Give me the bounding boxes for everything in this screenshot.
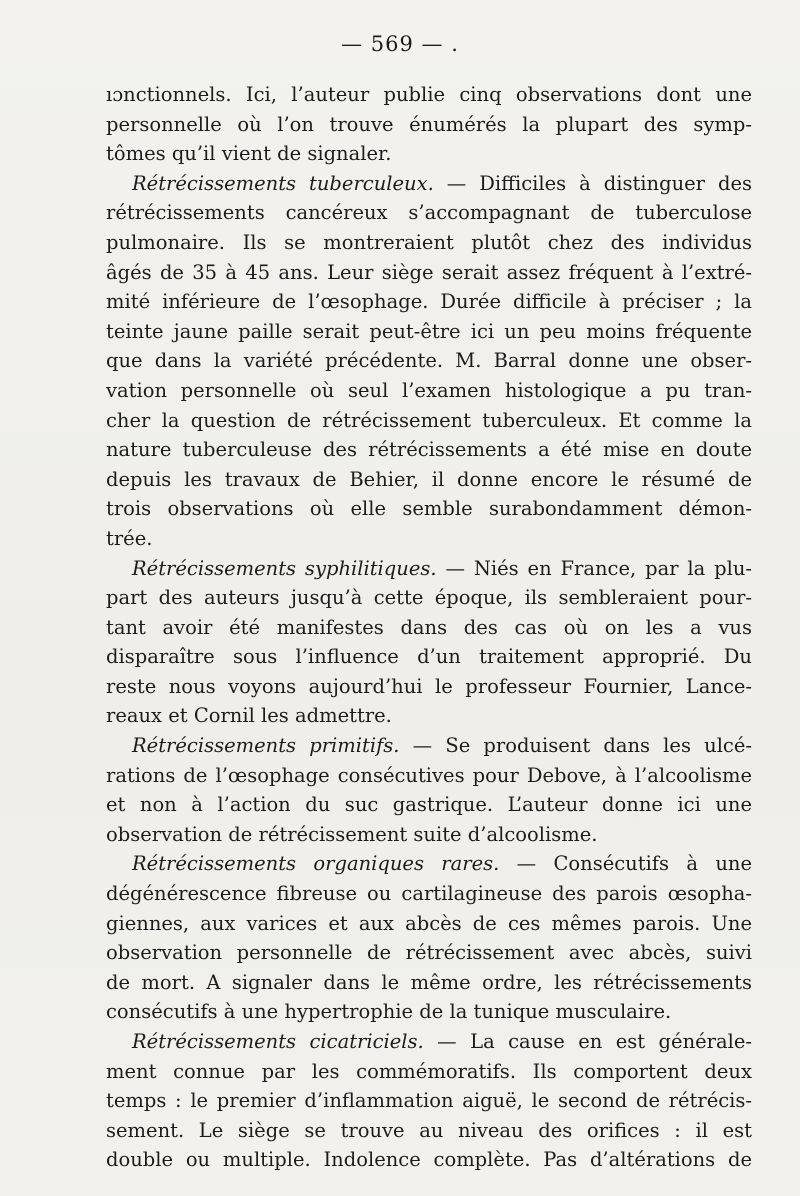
text-line — [106, 1086, 752, 1116]
text-line — [106, 701, 752, 731]
text-run: — Consécutifs à une — [499, 852, 752, 876]
text-line — [106, 879, 752, 909]
text-run: pulmonaire. Ils se montreraient plutôt chez des individus — [106, 230, 752, 254]
text-line — [106, 731, 752, 761]
text-line — [106, 110, 752, 140]
text-run: consécutifs à une hypertrophie de la tunique musculaire. — [106, 1000, 672, 1024]
text-line — [106, 494, 752, 524]
text-line — [106, 169, 752, 199]
text-run: ment connue par les commémoratifs. Ils comportent deux — [106, 1059, 752, 1083]
text-line — [106, 583, 752, 613]
body-text — [106, 80, 752, 1175]
text-run: observation de rétrécissement suite d’alcoolisme. — [106, 822, 598, 846]
text-run: vation personnelle où seul l’examen histologique a pu tran- — [106, 378, 752, 402]
section-heading: Rétrécissements cicatriciels. — [132, 1030, 424, 1053]
text-line — [106, 790, 752, 820]
page-number: — 569 — . — [341, 32, 459, 56]
text-run: disparaître sous l’influence d’un traitement approprié. Du — [106, 645, 752, 669]
text-line — [106, 258, 752, 288]
text-line — [106, 968, 752, 998]
text-line — [106, 317, 752, 347]
text-line — [106, 849, 752, 879]
text-run: observation personnelle de rétrécissement avec abcès, suivi — [106, 941, 752, 965]
text-line — [106, 554, 752, 584]
text-line — [106, 761, 752, 791]
text-run: mité inférieure de l’œsophage. Durée difficile à préciser ; la — [106, 290, 752, 314]
text-line — [106, 1057, 752, 1087]
text-run: cher la question de rétrécissement tuberculeux. Et comme la — [106, 408, 752, 432]
text-run: part des auteurs jusqu’à cette époque, ils sembleraient pour- — [106, 586, 752, 610]
text-line — [106, 524, 752, 554]
text-run: dégénérescence fibreuse ou cartilagineuse des parois œsopha- — [106, 882, 752, 906]
text-line — [106, 613, 752, 643]
text-line — [106, 287, 752, 317]
text-line — [106, 938, 752, 968]
text-run: depuis les travaux de Behier, il donne encore le résumé de — [106, 467, 752, 491]
text-run: rétrécissements cancéreux s’accompagnant de tuberculose — [106, 201, 752, 225]
text-run: teinte jaune paille serait peut-être ici un peu moins fréquente — [106, 319, 752, 343]
text-line — [106, 1145, 752, 1175]
text-run: reaux et Cornil les admettre. — [106, 704, 392, 728]
text-run: ıɔnctionnels. Ici, l’auteur publie cinq observations dont une — [106, 83, 752, 106]
text-run: nature tuberculeuse des rétrécissements a été mise en doute — [106, 438, 752, 462]
text-run: — Difficiles à distinguer des — [433, 171, 753, 195]
text-run: rations de l’œsophage consécutives pour Debove, à l’alcoolisme — [106, 763, 752, 787]
text-line — [106, 228, 752, 258]
text-run: — Niés en France, par la plu- — [436, 556, 752, 580]
text-line — [106, 672, 752, 702]
text-run: temps : le premier d’inflammation aiguë, le second de rétrécis- — [106, 1089, 752, 1113]
text-line — [106, 997, 752, 1027]
text-run: — La cause en est générale- — [423, 1030, 752, 1053]
text-line — [106, 642, 752, 672]
text-run: âgés de 35 à 45 ans. Leur siège serait assez fréquent à l’extré- — [106, 260, 752, 284]
section-heading: Rétrécissements tuberculeux. — [132, 171, 434, 195]
text-line — [106, 435, 752, 465]
text-run: et non à l’action du suc gastrique. L’auteur donne ici une — [106, 793, 752, 817]
text-run: sement. Le siège se trouve au niveau des orifices : il est — [106, 1118, 752, 1142]
text-run: double ou multiple. Indolence complète. Pas d’altérations de — [106, 1148, 752, 1172]
text-line — [106, 465, 752, 495]
text-line — [106, 820, 752, 850]
text-run: trée. — [106, 526, 153, 550]
text-run: reste nous voyons aujourd’hui le professeur Fournier, Lance- — [106, 674, 752, 698]
text-line — [106, 1116, 752, 1146]
text-run: que dans la variété précédente. M. Barral donne une obser- — [106, 349, 752, 373]
text-run: tômes qu’il vient de signaler. — [106, 142, 392, 166]
text-line — [106, 376, 752, 406]
section-heading: Rétrécissements primitifs. — [132, 734, 400, 758]
text-run: giennes, aux varices et aux abcès de ces mêmes parois. Une — [106, 911, 752, 935]
text-run: — Se produisent dans les ulcé- — [399, 734, 752, 758]
text-line — [106, 80, 752, 110]
section-heading: Rétrécissements syphilitiques. — [132, 556, 437, 580]
text-line — [106, 909, 752, 939]
text-line — [106, 139, 752, 169]
text-line — [106, 198, 752, 228]
text-run: tant avoir été manifestes dans des cas où on les a vus — [106, 615, 752, 639]
text-line — [106, 1027, 752, 1057]
section-heading: Rétrécissements organiques rares. — [132, 852, 500, 876]
text-run: de mort. A signaler dans le même ordre, les rétrécissements — [106, 970, 752, 994]
text-line — [106, 346, 752, 376]
text-run: trois observations où elle semble surabondamment démon- — [106, 497, 752, 521]
text-run: personnelle où l’on trouve énumérés la plupart des symp- — [106, 112, 752, 136]
text-line — [106, 406, 752, 436]
